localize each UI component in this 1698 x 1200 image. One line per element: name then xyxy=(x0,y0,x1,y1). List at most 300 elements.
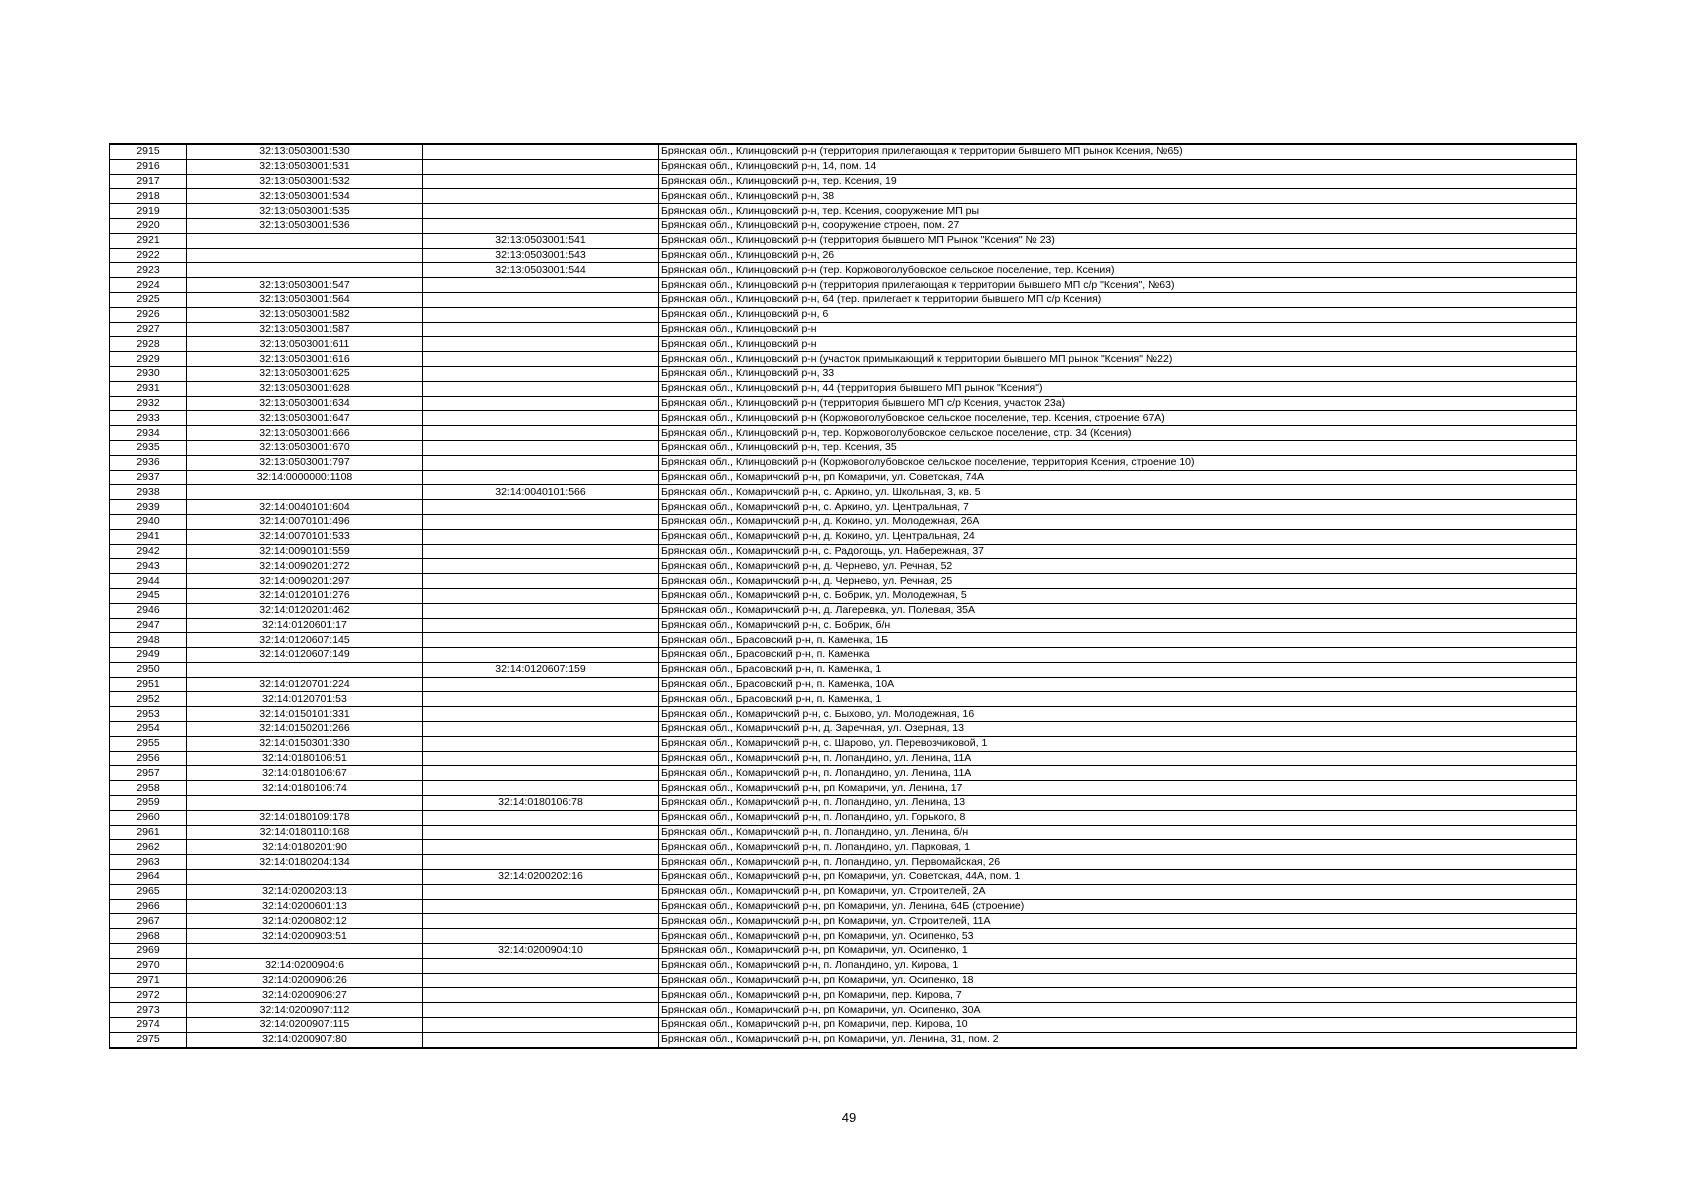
cadastral-number-alt-cell xyxy=(423,218,659,233)
row-number-cell: 2950 xyxy=(110,662,187,677)
cadastral-number-cell: 32:14:0200906:26 xyxy=(187,973,423,988)
address-cell: Брянская обл., Клинцовский р-н, тер. Ксения, 35 xyxy=(659,440,1577,455)
row-number-cell: 2924 xyxy=(110,278,187,293)
row-number-cell: 2956 xyxy=(110,751,187,766)
cadastral-number-alt-cell xyxy=(423,707,659,722)
address-cell: Брянская обл., Комаричский р-н, с. Аркино, ул. Центральная, 7 xyxy=(659,500,1577,515)
row-number-cell: 2929 xyxy=(110,352,187,367)
row-number-cell: 2962 xyxy=(110,840,187,855)
page-number: 49 xyxy=(841,1110,857,1125)
row-number-cell: 2974 xyxy=(110,1018,187,1033)
address-cell: Брянская обл., Клинцовский р-н (территория бывшего МП с/р Ксения, участок 23а) xyxy=(659,396,1577,411)
table-row xyxy=(110,574,1577,589)
cadastral-number-cell: 32:14:0150101:331 xyxy=(187,707,423,722)
cadastral-number-cell xyxy=(187,870,423,885)
address-cell: Брянская обл., Комаричский р-н, п. Лопандино, ул. Ленина, б/н xyxy=(659,825,1577,840)
row-number-cell: 2934 xyxy=(110,426,187,441)
table-row xyxy=(110,544,1577,559)
table-row xyxy=(110,1003,1577,1018)
cadastral-number-cell: 32:13:0503001:628 xyxy=(187,381,423,396)
cadastral-number-cell: 32:14:0090201:297 xyxy=(187,574,423,589)
row-number-cell: 2966 xyxy=(110,899,187,914)
address-cell: Брянская обл., Брасовский р-н, п. Каменка, 1 xyxy=(659,692,1577,707)
cadastral-number-cell xyxy=(187,233,423,248)
row-number-cell: 2973 xyxy=(110,1003,187,1018)
cadastral-number-cell: 32:14:0120607:149 xyxy=(187,648,423,663)
table-row xyxy=(110,529,1577,544)
cadastral-number-alt-cell xyxy=(423,884,659,899)
address-cell: Брянская обл., Комаричский р-н, рп Комаричи, ул. Советская, 74А xyxy=(659,470,1577,485)
address-cell: Брянская обл., Комаричский р-н, д. Чернево, ул. Речная, 52 xyxy=(659,559,1577,574)
table-row xyxy=(110,796,1577,811)
table-row xyxy=(110,470,1577,485)
address-cell: Брянская обл., Клинцовский р-н, 64 (тер. прилегает к территории бывшего МП с/р Ксения) xyxy=(659,292,1577,307)
address-cell: Брянская обл., Комаричский р-н, д. Заречная, ул. Озерная, 13 xyxy=(659,722,1577,737)
table-row xyxy=(110,633,1577,648)
cadastral-number-cell: 32:14:0200903:51 xyxy=(187,929,423,944)
cadastral-number-alt-cell xyxy=(423,559,659,574)
row-number-cell: 2926 xyxy=(110,307,187,322)
address-cell: Брянская обл., Клинцовский р-н, 44 (территория бывшего МП рынок "Ксения") xyxy=(659,381,1577,396)
cadastral-number-alt-cell xyxy=(423,455,659,470)
row-number-cell: 2921 xyxy=(110,233,187,248)
cadastral-number-cell: 32:14:0180109:178 xyxy=(187,810,423,825)
cadastral-number-cell: 32:14:0200907:112 xyxy=(187,1003,423,1018)
cadastral-number-alt-cell xyxy=(423,1032,659,1047)
cadastral-number-alt-cell xyxy=(423,189,659,204)
table-row xyxy=(110,588,1577,603)
row-number-cell: 2922 xyxy=(110,248,187,263)
row-number-cell: 2938 xyxy=(110,485,187,500)
cadastral-number-alt-cell xyxy=(423,736,659,751)
table-row xyxy=(110,189,1577,204)
address-cell: Брянская обл., Комаричский р-н, п. Лопандино, ул. Ленина, 11А xyxy=(659,751,1577,766)
address-cell: Брянская обл., Клинцовский р-н, 38 xyxy=(659,189,1577,204)
address-cell: Брянская обл., Комаричский р-н, д. Чернево, ул. Речная, 25 xyxy=(659,574,1577,589)
cadastral-number-alt-cell xyxy=(423,810,659,825)
row-number-cell: 2920 xyxy=(110,218,187,233)
row-number-cell: 2937 xyxy=(110,470,187,485)
row-number-cell: 2947 xyxy=(110,618,187,633)
cadastral-number-alt-cell xyxy=(423,958,659,973)
table-row xyxy=(110,722,1577,737)
table-row xyxy=(110,455,1577,470)
row-number-cell: 2931 xyxy=(110,381,187,396)
cadastral-number-alt-cell xyxy=(423,144,659,159)
table-row xyxy=(110,751,1577,766)
table-row xyxy=(110,1032,1577,1047)
cadastral-number-cell: 32:14:0200802:12 xyxy=(187,914,423,929)
cadastral-number-alt-cell: 32:13:0503001:541 xyxy=(423,233,659,248)
cadastral-number-alt-cell xyxy=(423,751,659,766)
address-cell: Брянская обл., Клинцовский р-н, 33 xyxy=(659,366,1577,381)
table-row xyxy=(110,677,1577,692)
cadastral-number-cell: 32:13:0503001:611 xyxy=(187,337,423,352)
table-row xyxy=(110,840,1577,855)
cadastral-number-cell xyxy=(187,263,423,278)
address-cell: Брянская обл., Комаричский р-н, рп Комаричи, пер. Кирова, 7 xyxy=(659,988,1577,1003)
cadastral-number-cell: 32:14:0120201:462 xyxy=(187,603,423,618)
address-cell: Брянская обл., Комаричский р-н, д. Кокино, ул. Молодежная, 26А xyxy=(659,514,1577,529)
cadastral-number-alt-cell xyxy=(423,337,659,352)
table-row xyxy=(110,218,1577,233)
cadastral-number-alt-cell xyxy=(423,366,659,381)
cadastral-number-cell: 32:13:0503001:666 xyxy=(187,426,423,441)
table-row xyxy=(110,929,1577,944)
cadastral-number-alt-cell xyxy=(423,1018,659,1033)
row-number-cell: 2961 xyxy=(110,825,187,840)
cadastral-number-alt-cell xyxy=(423,411,659,426)
cadastral-number-alt-cell xyxy=(423,529,659,544)
cadastral-number-alt-cell xyxy=(423,988,659,1003)
cadastral-number-cell xyxy=(187,944,423,959)
cadastral-number-alt-cell: 32:14:0120607:159 xyxy=(423,662,659,677)
table-row xyxy=(110,144,1577,159)
cadastral-number-alt-cell xyxy=(423,544,659,559)
address-cell: Брянская обл., Комаричский р-н, рп Комаричи, ул. Строителей, 2А xyxy=(659,884,1577,899)
cadastral-number-cell xyxy=(187,248,423,263)
table-row xyxy=(110,174,1577,189)
cadastral-number-cell: 32:13:0503001:647 xyxy=(187,411,423,426)
row-number-cell: 2942 xyxy=(110,544,187,559)
table-row xyxy=(110,411,1577,426)
cadastral-number-cell: 32:14:0180106:67 xyxy=(187,766,423,781)
cadastral-number-cell: 32:13:0503001:535 xyxy=(187,204,423,219)
address-cell: Брянская обл., Комаричский р-н, с. Аркино, ул. Школьная, 3, кв. 5 xyxy=(659,485,1577,500)
cadastral-number-cell: 32:14:0180106:51 xyxy=(187,751,423,766)
cadastral-number-alt-cell: 32:13:0503001:543 xyxy=(423,248,659,263)
row-number-cell: 2968 xyxy=(110,929,187,944)
cadastral-number-alt-cell: 32:14:0200904:10 xyxy=(423,944,659,959)
table-row xyxy=(110,810,1577,825)
cadastral-number-cell: 32:13:0503001:587 xyxy=(187,322,423,337)
cadastral-number-alt-cell xyxy=(423,692,659,707)
table-row xyxy=(110,278,1577,293)
cadastral-number-cell: 32:13:0503001:534 xyxy=(187,189,423,204)
cadastral-number-alt-cell xyxy=(423,781,659,796)
address-cell: Брянская обл., Комаричский р-н, рп Комаричи, ул. Строителей, 11А xyxy=(659,914,1577,929)
address-cell: Брянская обл., Клинцовский р-н, 26 xyxy=(659,248,1577,263)
table-row xyxy=(110,396,1577,411)
cadastral-number-cell: 32:14:0120601:17 xyxy=(187,618,423,633)
table-row xyxy=(110,233,1577,248)
cadastral-number-alt-cell xyxy=(423,1003,659,1018)
cadastral-number-alt-cell xyxy=(423,766,659,781)
cadastral-number-cell: 32:14:0180204:134 xyxy=(187,855,423,870)
row-number-cell: 2958 xyxy=(110,781,187,796)
cadastral-number-cell xyxy=(187,796,423,811)
row-number-cell: 2936 xyxy=(110,455,187,470)
address-cell: Брянская обл., Клинцовский р-н, 6 xyxy=(659,307,1577,322)
cadastral-number-cell: 32:13:0503001:634 xyxy=(187,396,423,411)
address-cell: Брянская обл., Комаричский р-н, рп Комаричи, ул. Осипенко, 30А xyxy=(659,1003,1577,1018)
row-number-cell: 2919 xyxy=(110,204,187,219)
table-row xyxy=(110,204,1577,219)
row-number-cell: 2940 xyxy=(110,514,187,529)
table-row xyxy=(110,352,1577,367)
cadastral-number-cell: 32:13:0503001:564 xyxy=(187,292,423,307)
cadastral-number-cell: 32:14:0120101:276 xyxy=(187,588,423,603)
cadastral-number-cell: 32:14:0200601:13 xyxy=(187,899,423,914)
cadastral-number-alt-cell xyxy=(423,514,659,529)
address-cell: Брянская обл., Клинцовский р-н (территория прилегающая к территории бывшего МП рынок Ксения, №65) xyxy=(659,144,1577,159)
row-number-cell: 2945 xyxy=(110,588,187,603)
table-row xyxy=(110,736,1577,751)
cadastral-number-alt-cell: 32:14:0180106:78 xyxy=(423,796,659,811)
table-row xyxy=(110,292,1577,307)
table-row xyxy=(110,263,1577,278)
row-number-cell: 2971 xyxy=(110,973,187,988)
address-cell: Брянская обл., Комаричский р-н, рп Комаричи, ул. Ленина, 31, пом. 2 xyxy=(659,1032,1577,1047)
row-number-cell: 2932 xyxy=(110,396,187,411)
cadastral-number-alt-cell xyxy=(423,396,659,411)
cadastral-number-alt-cell xyxy=(423,307,659,322)
address-cell: Брянская обл., Клинцовский р-н (Коржовоголубовское сельское поселение, территория Ксения, строение 10) xyxy=(659,455,1577,470)
address-cell: Брянская обл., Комаричский р-н, рп Комаричи, ул. Осипенко, 53 xyxy=(659,929,1577,944)
cadastral-number-cell: 32:13:0503001:670 xyxy=(187,440,423,455)
cadastral-number-alt-cell: 32:13:0503001:544 xyxy=(423,263,659,278)
table-row xyxy=(110,485,1577,500)
table-row xyxy=(110,322,1577,337)
row-number-cell: 2954 xyxy=(110,722,187,737)
cadastral-number-alt-cell xyxy=(423,588,659,603)
table-row xyxy=(110,870,1577,885)
address-cell: Брянская обл., Клинцовский р-н xyxy=(659,337,1577,352)
registry-table-body xyxy=(110,144,1577,1048)
cadastral-number-cell: 32:14:0070101:496 xyxy=(187,514,423,529)
cadastral-number-alt-cell xyxy=(423,648,659,663)
row-number-cell: 2951 xyxy=(110,677,187,692)
table-row xyxy=(110,1018,1577,1033)
cadastral-number-cell: 32:14:0120607:145 xyxy=(187,633,423,648)
row-number-cell: 2928 xyxy=(110,337,187,352)
address-cell: Брянская обл., Клинцовский р-н, тер. Ксения, сооружение МП ры xyxy=(659,204,1577,219)
row-number-cell: 2972 xyxy=(110,988,187,1003)
cadastral-number-cell xyxy=(187,662,423,677)
table-row xyxy=(110,603,1577,618)
row-number-cell: 2939 xyxy=(110,500,187,515)
address-cell: Брянская обл., Комаричский р-н, с. Бобрик, ул. Молодежная, 5 xyxy=(659,588,1577,603)
cadastral-number-cell: 32:14:0120701:224 xyxy=(187,677,423,692)
address-cell: Брянская обл., Брасовский р-н, п. Каменка, 1 xyxy=(659,662,1577,677)
table-row xyxy=(110,559,1577,574)
address-cell: Брянская обл., Клинцовский р-н (тер. Коржовоголубовское сельское поселение, тер. Ксения) xyxy=(659,263,1577,278)
cadastral-number-alt-cell: 32:14:0200202:16 xyxy=(423,870,659,885)
row-number-cell: 2967 xyxy=(110,914,187,929)
address-cell: Брянская обл., Комаричский р-н, с. Быхово, ул. Молодежная, 16 xyxy=(659,707,1577,722)
row-number-cell: 2941 xyxy=(110,529,187,544)
address-cell: Брянская обл., Комаричский р-н, п. Лопандино, ул. Первомайская, 26 xyxy=(659,855,1577,870)
row-number-cell: 2959 xyxy=(110,796,187,811)
cadastral-number-cell: 32:13:0503001:582 xyxy=(187,307,423,322)
address-cell: Брянская обл., Комаричский р-н, д. Лагеревка, ул. Полевая, 35А xyxy=(659,603,1577,618)
address-cell: Брянская обл., Клинцовский р-н (участок примыкающий к территории бывшего МП рынок "Ксения" №22) xyxy=(659,352,1577,367)
table-row xyxy=(110,855,1577,870)
row-number-cell: 2969 xyxy=(110,944,187,959)
address-cell: Брянская обл., Комаричский р-н, с. Бобрик, б/н xyxy=(659,618,1577,633)
address-cell: Брянская обл., Брасовский р-н, п. Каменка xyxy=(659,648,1577,663)
table-row xyxy=(110,440,1577,455)
row-number-cell: 2918 xyxy=(110,189,187,204)
address-cell: Брянская обл., Комаричский р-н, рп Комаричи, пер. Кирова, 10 xyxy=(659,1018,1577,1033)
cadastral-number-alt-cell xyxy=(423,825,659,840)
row-number-cell: 2964 xyxy=(110,870,187,885)
row-number-cell: 2963 xyxy=(110,855,187,870)
row-number-cell: 2915 xyxy=(110,144,187,159)
cadastral-number-cell: 32:14:0150301:330 xyxy=(187,736,423,751)
cadastral-number-alt-cell: 32:14:0040101:566 xyxy=(423,485,659,500)
row-number-cell: 2955 xyxy=(110,736,187,751)
row-number-cell: 2935 xyxy=(110,440,187,455)
cadastral-number-alt-cell xyxy=(423,440,659,455)
cadastral-number-cell: 32:14:0040101:604 xyxy=(187,500,423,515)
address-cell: Брянская обл., Комаричский р-н, д. Кокино, ул. Центральная, 24 xyxy=(659,529,1577,544)
address-cell: Брянская обл., Комаричский р-н, рп Комаричи, ул. Осипенко, 18 xyxy=(659,973,1577,988)
row-number-cell: 2960 xyxy=(110,810,187,825)
row-number-cell: 2970 xyxy=(110,958,187,973)
cadastral-number-cell: 32:14:0150201:266 xyxy=(187,722,423,737)
address-cell: Брянская обл., Клинцовский р-н (территория прилегающая к территории бывшего МП с/р "Ксения", №63) xyxy=(659,278,1577,293)
cadastral-number-alt-cell xyxy=(423,352,659,367)
table-row xyxy=(110,781,1577,796)
cadastral-number-alt-cell xyxy=(423,381,659,396)
row-number-cell: 2923 xyxy=(110,263,187,278)
row-number-cell: 2943 xyxy=(110,559,187,574)
address-cell: Брянская обл., Брасовский р-н, п. Каменка, 10А xyxy=(659,677,1577,692)
cadastral-number-alt-cell xyxy=(423,426,659,441)
table-row xyxy=(110,973,1577,988)
table-row xyxy=(110,692,1577,707)
table-row xyxy=(110,500,1577,515)
row-number-cell: 2927 xyxy=(110,322,187,337)
row-number-cell: 2916 xyxy=(110,159,187,174)
cadastral-number-cell xyxy=(187,485,423,500)
cadastral-number-alt-cell xyxy=(423,278,659,293)
table-row xyxy=(110,825,1577,840)
address-cell: Брянская обл., Клинцовский р-н xyxy=(659,322,1577,337)
row-number-cell: 2944 xyxy=(110,574,187,589)
cadastral-number-alt-cell xyxy=(423,322,659,337)
row-number-cell: 2957 xyxy=(110,766,187,781)
cadastral-number-alt-cell xyxy=(423,633,659,648)
row-number-cell: 2953 xyxy=(110,707,187,722)
cadastral-number-alt-cell xyxy=(423,603,659,618)
cadastral-number-cell: 32:14:0200907:80 xyxy=(187,1032,423,1047)
cadastral-number-cell: 32:13:0503001:532 xyxy=(187,174,423,189)
cadastral-number-cell: 32:14:0070101:533 xyxy=(187,529,423,544)
table-row xyxy=(110,662,1577,677)
table-row xyxy=(110,618,1577,633)
table-row xyxy=(110,337,1577,352)
registry-table xyxy=(109,143,1577,1049)
table-row xyxy=(110,707,1577,722)
cadastral-number-cell: 32:13:0503001:536 xyxy=(187,218,423,233)
cadastral-number-alt-cell xyxy=(423,929,659,944)
table-row xyxy=(110,884,1577,899)
cadastral-number-cell: 32:13:0503001:616 xyxy=(187,352,423,367)
cadastral-number-cell: 32:14:0120701:53 xyxy=(187,692,423,707)
cadastral-number-cell: 32:14:0200203:13 xyxy=(187,884,423,899)
cadastral-number-alt-cell xyxy=(423,973,659,988)
cadastral-number-cell: 32:13:0503001:531 xyxy=(187,159,423,174)
cadastral-number-cell: 32:13:0503001:547 xyxy=(187,278,423,293)
row-number-cell: 2949 xyxy=(110,648,187,663)
cadastral-number-cell: 32:14:0180106:74 xyxy=(187,781,423,796)
cadastral-number-cell: 32:14:0090201:272 xyxy=(187,559,423,574)
address-cell: Брянская обл., Клинцовский р-н (территория бывшего МП Рынок "Ксения" № 23) xyxy=(659,233,1577,248)
cadastral-number-alt-cell xyxy=(423,500,659,515)
row-number-cell: 2930 xyxy=(110,366,187,381)
address-cell: Брянская обл., Комаричский р-н, п. Лопандино, ул. Горького, 8 xyxy=(659,810,1577,825)
cadastral-number-alt-cell xyxy=(423,618,659,633)
cadastral-number-cell: 32:13:0503001:797 xyxy=(187,455,423,470)
row-number-cell: 2917 xyxy=(110,174,187,189)
row-number-cell: 2975 xyxy=(110,1032,187,1047)
table-row xyxy=(110,958,1577,973)
address-cell: Брянская обл., Комаричский р-н, с. Шарово, ул. Перевозчиковой, 1 xyxy=(659,736,1577,751)
address-cell: Брянская обл., Комаричский р-н, рп Комаричи, ул. Осипенко, 1 xyxy=(659,944,1577,959)
cadastral-number-cell: 32:14:0180110:168 xyxy=(187,825,423,840)
address-cell: Брянская обл., Брасовский р-н, п. Каменка, 1Б xyxy=(659,633,1577,648)
table-row xyxy=(110,366,1577,381)
cadastral-number-cell: 32:14:0200907:115 xyxy=(187,1018,423,1033)
address-cell: Брянская обл., Клинцовский р-н (Коржовоголубовское сельское поселение, тер. Ксения, строение 67А) xyxy=(659,411,1577,426)
address-cell: Брянская обл., Комаричский р-н, п. Лопандино, ул. Ленина, 13 xyxy=(659,796,1577,811)
cadastral-number-cell: 32:13:0503001:625 xyxy=(187,366,423,381)
cadastral-number-alt-cell xyxy=(423,292,659,307)
table-row xyxy=(110,766,1577,781)
cadastral-number-alt-cell xyxy=(423,899,659,914)
address-cell: Брянская обл., Комаричский р-н, п. Лопандино, ул. Ленина, 11А xyxy=(659,766,1577,781)
cadastral-number-cell: 32:14:0200904:6 xyxy=(187,958,423,973)
table-row xyxy=(110,944,1577,959)
address-cell: Брянская обл., Клинцовский р-н, тер. Коржовоголубовское сельское поселение, стр. 34 (Ксения) xyxy=(659,426,1577,441)
address-cell: Брянская обл., Комаричский р-н, рп Комаричи, ул. Ленина, 17 xyxy=(659,781,1577,796)
table-row xyxy=(110,899,1577,914)
row-number-cell: 2946 xyxy=(110,603,187,618)
table-row xyxy=(110,648,1577,663)
address-cell: Брянская обл., Комаричский р-н, п. Лопандино, ул. Кирова, 1 xyxy=(659,958,1577,973)
table-row xyxy=(110,914,1577,929)
row-number-cell: 2952 xyxy=(110,692,187,707)
address-cell: Брянская обл., Комаричский р-н, с. Радогощь, ул. Набережная, 37 xyxy=(659,544,1577,559)
table-row xyxy=(110,514,1577,529)
cadastral-number-alt-cell xyxy=(423,840,659,855)
cadastral-number-alt-cell xyxy=(423,470,659,485)
cadastral-number-cell: 32:14:0180201:90 xyxy=(187,840,423,855)
address-cell: Брянская обл., Клинцовский р-н, сооружение строен, пом. 27 xyxy=(659,218,1577,233)
cadastral-number-alt-cell xyxy=(423,914,659,929)
table-row xyxy=(110,988,1577,1003)
row-number-cell: 2925 xyxy=(110,292,187,307)
cadastral-number-alt-cell xyxy=(423,722,659,737)
table-row xyxy=(110,426,1577,441)
cadastral-number-cell: 32:14:0000000:1108 xyxy=(187,470,423,485)
address-cell: Брянская обл., Комаричский р-н, рп Комаричи, ул. Ленина, 64Б (строение) xyxy=(659,899,1577,914)
cadastral-number-alt-cell xyxy=(423,677,659,692)
cadastral-number-alt-cell xyxy=(423,204,659,219)
cadastral-number-cell: 32:14:0200906:27 xyxy=(187,988,423,1003)
table-row xyxy=(110,307,1577,322)
address-cell: Брянская обл., Комаричский р-н, рп Комаричи, ул. Советская, 44А, пом. 1 xyxy=(659,870,1577,885)
cadastral-number-alt-cell xyxy=(423,855,659,870)
address-cell: Брянская обл., Клинцовский р-н, тер. Ксения, 19 xyxy=(659,174,1577,189)
table-row xyxy=(110,248,1577,263)
row-number-cell: 2933 xyxy=(110,411,187,426)
cadastral-number-alt-cell xyxy=(423,174,659,189)
address-cell: Брянская обл., Комаричский р-н, п. Лопандино, ул. Парковая, 1 xyxy=(659,840,1577,855)
cadastral-number-alt-cell xyxy=(423,574,659,589)
